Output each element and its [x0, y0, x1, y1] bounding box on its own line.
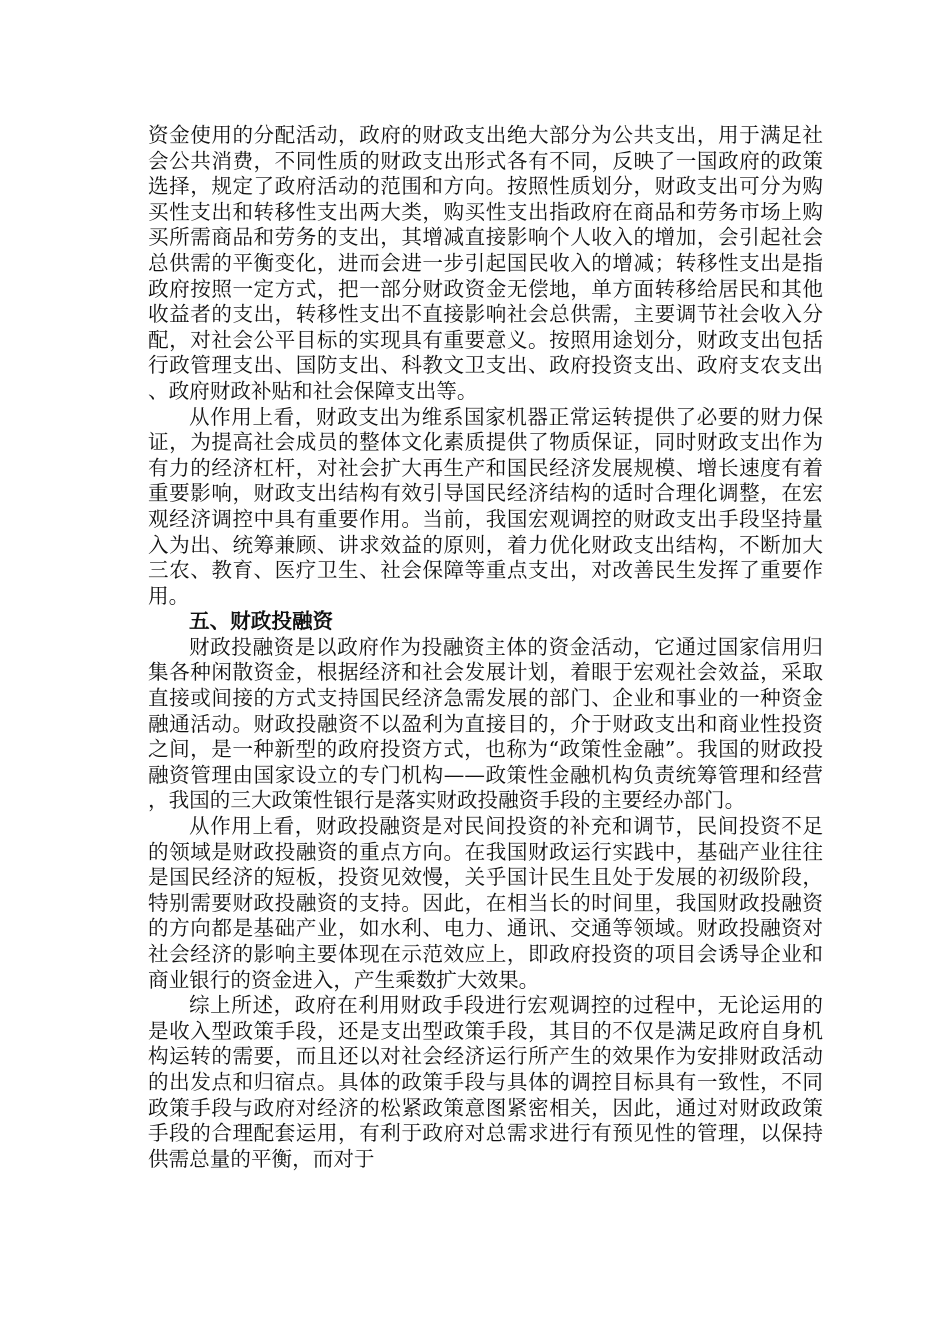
document-page: [148, 123, 823, 1172]
body-paragraph: 综上所述，政府在利用财政手段进行宏观调控的过程中，无论运用的是收入型政策手段，还是支出型政策手段，其目的不仅是满足政府自身机构运转的需要，而且还以对社会经济运行所产生的效果作为安排财政活动的出发点和归宿点。具体的政策手段与具体的调控目标具有一致性，不同政策手段与政府对经济的松紧政策意图紧密相关，因此，通过对财政政策手段的合理配套运用，有利于政府对总需求进行有预见性的管理，以保持供需总量的平衡，而对于: [148, 993, 823, 1171]
body-paragraph: 财政投融资是以政府作为投融资主体的资金活动，它通过国家信用归集各种闲散资金，根据经济和社会发展计划，着眼于宏观社会效益，采取直接或间接的方式支持国民经济急需发展的部门、企业和事业的一种资金融通活动。财政投融资不以盈利为直接目的，介于财政支出和商业性投资之间，是一种新型的政府投资方式，也称为“政策性金融”。我国的财政投融资管理由国家设立的专门机构——政策性金融机构负责统筹管理和经营，我国的三大政策性银行是落实财政投融资手段的主要经办部门。: [148, 634, 823, 813]
body-paragraph: 从作用上看，财政支出为维系国家机器正常运转提供了必要的财力保证，为提高社会成员的整体文化素质提供了物质保证，同时财政支出作为有力的经济杠杆，对社会扩大再生产和国民经济发展规模、增长速度有着重要影响，财政支出结构有效引导国民经济结构的适时合理化调整，在宏观经济调控中具有重要作用。当前，我国宏观调控的财政支出手段坚持量入为出、统筹兼顾、讲求效益的原则，着力优化财政支出结构，不断加大三农、教育、医疗卫生、社会保障等重点支出，对改善民生发挥了重要作用。: [148, 404, 823, 608]
body-paragraph-continued: 资金使用的分配活动，政府的财政支出绝大部分为公共支出，用于满足社会公共消费，不同性质的财政支出形式各有不同，反映了一国政府的政策选择，规定了政府活动的范围和方向。按照性质划分，财政支出可分为购买性支出和转移性支出两大类，购买性支出指政府在商品和劳务市场上购买所需商品和劳务的支出，其增减直接影响个人收入的增加，会引起社会总供需的平衡变化，进而会进一步引起国民收入的增减；转移性支出是指政府按照一定方式，把一部分财政资金无偿地，单方面转移给居民和其他收益者的支出，转移性支出不直接影响社会总供需，主要调节社会收入分配，对社会公平目标的实现具有重要意义。按照用途划分，财政支出包括行政管理支出、国防支出、科教文卫支出、政府投资支出、政府支农支出、政府财政补贴和社会保障支出等。: [148, 123, 823, 403]
section-heading: 五、财政投融资: [189, 609, 334, 634]
body-paragraph: 从作用上看，财政投融资是对民间投资的补充和调节，民间投资不足的领域是财政投融资的重点方向。在我国财政运行实践中，基础产业往往是国民经济的短板，投资见效慢，关乎国计民生且处于发展的初级阶段，特别需要财政投融资的支持。因此，在相当长的时间里，我国财政投融资的方向都是基础产业，如水利、电力、通讯、交通等领域。财政投融资对社会经济的影响主要体现在示范效应上，即政府投资的项目会诱导企业和商业银行的资金进入，产生乘数扩大效果。: [148, 814, 823, 992]
